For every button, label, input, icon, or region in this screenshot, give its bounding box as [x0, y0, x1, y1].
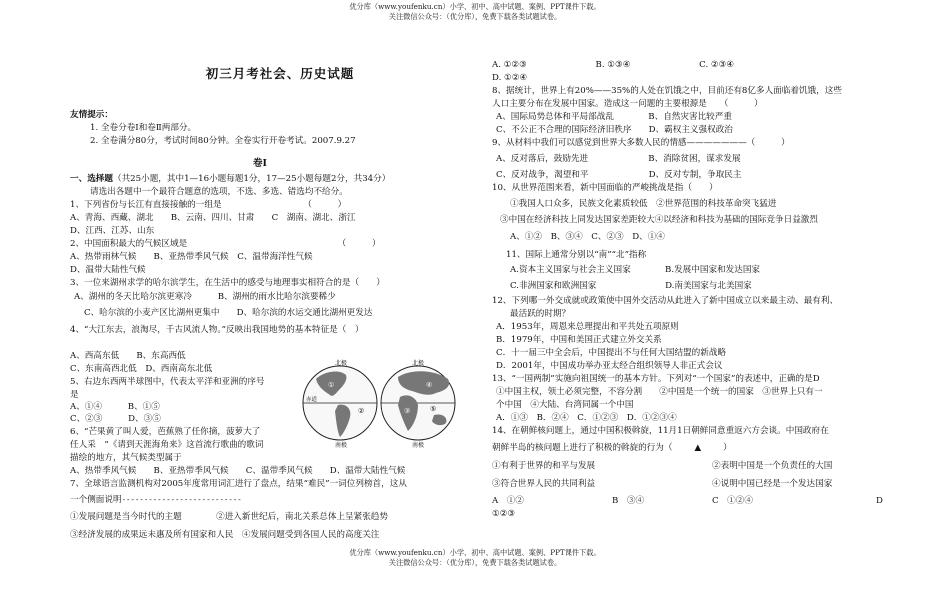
question-5: 5、右边东西两半球图中，代表太平洋和亚洲的序号 [70, 377, 265, 387]
question-7-options-34: ③经济发展的成果远未惠及所有国家和人民 ④发展问题受到各国人民的高度关注 [70, 530, 380, 540]
question-5-continued: 是 [70, 390, 79, 400]
section-instruction: 请选出各题中一个最符合题意的选项，不选、多选、错选均不给分。 [90, 187, 348, 197]
notice-2: 2. 全卷满分80分，考试时间80分钟。全卷实行开卷考试。2007.9.27 [90, 136, 356, 146]
question-14-answer-a: A ①② [492, 496, 524, 506]
prev-option-d: D. ①②④ [492, 73, 528, 83]
question-8-options-ab: A、国际局势总体和平局部战乱 B、自然灾害比较严重 [496, 112, 732, 122]
question-14-stem-close: ） [723, 443, 732, 453]
section-scoring: （共25小题，其中1—16小题每题1分，17—25小题每题2分，共34分） [112, 174, 391, 184]
question-7-options-12: ①发展问题是当今时代的主题 ②进入新世纪后，南北关系总体上呈紧张趋势 [70, 512, 388, 522]
question-3-options-cd: C、哈尔滨的小麦产区比湖州更集中 D、哈尔滨的水运交通比湖州更发达 [84, 308, 373, 318]
question-10-options-34: ③中国在经济科技上同发达国家差距较大④以经济和科技为基础的国际竞争日益激烈 [500, 215, 818, 225]
notice-1: 1. 全卷分卷Ⅰ和卷Ⅱ两部分。 [90, 123, 197, 133]
question-6-line-2: 任人采 ”《请到天涯海角来》这首流行歌曲的歌词 [70, 440, 264, 450]
question-2-option-d: D、温带大陆性气候 [70, 265, 146, 275]
question-14: 14、在朝鲜核问题上，通过中国积极斡旋，11月1日朝鲜同意重返六方会谈。中国政府在 [492, 426, 829, 436]
header-line-1: 优分库（www.youfenku.cn）小学、初中、高中试题、案例、PPT课件下载。 [349, 2, 601, 11]
question-14-statement-3: ③符合世界人民的共同利益 [492, 479, 596, 489]
question-7-blank: --------------------------- [121, 495, 242, 504]
page-title: 初三月考社会、历史试题 [205, 66, 355, 81]
question-13-answers: A．①③ B．②④ C．①②③ D．①②③④ [496, 413, 677, 423]
question-12-option-b: B．1979年，中国和美国正式建立外交关系 [496, 335, 662, 345]
header-line-2: 关注微信公众号：（优分库），免费下载各类试题试卷。 [388, 12, 562, 21]
question-14-answer-d: D [876, 496, 883, 506]
question-9: 9、从材料中我们可以感觉到世界大多数人民的情感———————（ ） [492, 138, 790, 148]
question-10: 10、从世界范围来看，新中国面临的严峻挑战是指（ ） [492, 183, 718, 193]
question-7-continued [70, 494, 242, 506]
question-12-continued: 最活跃的时期？ [510, 309, 571, 319]
question-7: 7、全球语言监测机构对2005年度常用词汇进行了盘点，结果“难民”一词位列榜首，这从 [70, 479, 407, 489]
question-2-options: A、热带雨林气候 B、亚热带季风气候 C、温带海洋性气候 [70, 252, 313, 262]
section-juan-1: 卷Ⅰ [253, 158, 267, 169]
question-4-options-ab: A、西高东低 B、东高西低 [70, 351, 186, 361]
map-label-south-pole-east: 南极 [412, 442, 425, 449]
map-marker-3: ③ [404, 407, 411, 415]
footer-line-2: 关注微信公众号：（优分库），免费下载各类试题试卷。 [388, 558, 562, 567]
question-4-options-cd: C、东南高西北低 D、西南高东北低 [70, 364, 213, 374]
question-13-statements-2: 个中国 ④大陆、台湾同属一个中国 [496, 400, 634, 410]
question-11-options-ab: A.资本主义国家与社会主义国家 B.发展中国家和发达国家 [510, 265, 761, 275]
question-5-options-ab: A、①④ B、①⑤ [70, 402, 160, 412]
map-marker-5: ⑤ [430, 405, 437, 413]
map-marker-2: ② [358, 407, 365, 415]
question-1-options: A、青海、西藏、湖北 B、云南、四川、甘肃 C 湖南、湖北、浙江 [70, 213, 356, 223]
question-14-statement-4: ④说明中国已经是一个发达国家 [712, 479, 833, 489]
question-6-options: A、热带季风气候 B、亚热带季风气候 C、温带季风气候 D、温带大陆性气候 [70, 466, 406, 476]
prev-options-abc: A. ①②③ B. ①③④ C. ②③④ [492, 60, 735, 70]
question-6-line-1: 6、“芒果黄了叫人爱，芭蕉熟了任你摘，菠萝大了 [70, 427, 261, 437]
question-10-answers: A、①② B、③④ C、②③ D、①④ [510, 232, 665, 242]
question-8-options-cd: C、不公正不合理的国际经济旧秩序 D、霸权主义强权政治 [496, 125, 733, 135]
question-12-option-c: C．十一届三中全会后，中国提出不与任何大国结盟的新战略 [496, 348, 727, 358]
question-8: 8、据统计，世界上有20%——35%的人处在饥饿之中，目前还有8亿多人面临着饥饿，这些 [492, 86, 842, 96]
answer-blank-triangle: ▲ [694, 443, 702, 453]
question-14-answer-c: C ①②④ [712, 496, 753, 506]
question-3-options-ab: A、湖州的冬天比哈尔滨更寒冷 B、湖州的雨水比哈尔滨要稀少 [74, 292, 336, 302]
map-marker-4: ④ [426, 381, 433, 389]
question-9-options-cd: C、反对战争，渴望和平 D、反对专制，争取民主 [496, 170, 742, 180]
question-14-statement-2: ②表明中国是一个负责任的大国 [712, 461, 833, 471]
question-8-continued: 人口主要分布在发展中国家。造成这一问题的主要根源是 （ ） [492, 99, 763, 109]
map-marker-1: ① [328, 381, 335, 389]
map-label-north-pole-west: 北极 [335, 360, 348, 367]
map-label-south-pole-west: 南极 [335, 442, 348, 449]
section-heading [70, 174, 390, 185]
question-5-options-cd: C、②③ D、③⑤ [70, 414, 161, 424]
question-13: 13、“一国两制”实施向祖国统一的基本方针。下列对“一个国家”的表述中，正确的是D [492, 374, 820, 384]
question-14-answer-b: B ③④ [612, 496, 645, 506]
question-4: 4、“大江东去，浪淘尽，千古风流人物。”反映出我国地势的基本特征是（ ） [70, 325, 364, 335]
question-1: 1、下列省份与长江有直接接触的一组是 （ ） [70, 200, 347, 210]
question-14-answer-d-content: ①②③ [492, 509, 516, 519]
question-3: 3、一位来湖州求学的哈尔滨学生，在生活中的感受与地理事实相符合的是（ ） [70, 278, 385, 288]
footer-line-1: 优分库（www.youfenku.cn）小学、初中、高中试题、案例、PPT课件下载。 [349, 548, 601, 557]
section-label: 一、选择题 [70, 174, 113, 184]
question-14-continued [492, 443, 732, 454]
notice-title: 友情提示： [70, 110, 113, 120]
question-14-stem: 朝鲜半岛的核问题上进行了积极的斡旋的行为（ [492, 443, 673, 453]
question-10-options-12: ①我国人口众多，民族文化素质较低 ②世界范围的科技革命突飞猛进 [510, 199, 777, 209]
question-12-option-d: D．2001年，中国成功举办亚太经合组织领导人非正式会议 [496, 361, 723, 371]
map-label-north-pole-east: 北极 [412, 360, 425, 367]
question-7-lead: 一个侧面说明 [70, 495, 122, 505]
question-12: 12、下列哪一外交成就或政策使中国外交活动从此进入了新中国成立以来最主动、最有利、 [492, 296, 839, 306]
question-1-option-d: D、江西、江苏、山东 [70, 226, 155, 236]
question-6-line-3: 描绘的地方，其气候类型属于 [70, 453, 182, 463]
question-13-statements-1: ①中国主权，领土必须完整，不容分割 ②中国是一个统一的国家 ③世界上只有一 [496, 387, 823, 397]
map-label-equator: 赤道 [306, 397, 318, 403]
hemisphere-map [302, 357, 458, 449]
question-12-option-a: A．1953年，周恩来总理提出和平共处五项原则 [496, 322, 679, 332]
question-11: 11、国际上通常分别以“南”“北”指称 [506, 250, 647, 260]
question-14-statement-1: ①有利于世界的和平与发展 [492, 461, 596, 471]
question-11-options-cd: C.非洲国家和欧洲国家 D.南美国家与北美国家 [510, 281, 752, 291]
question-9-options-ab: A、反对落后，鼓励先进 B、消除贫困，谋求发展 [496, 154, 741, 164]
question-2: 2、中国面积最大的气候区域是 （ ） [70, 239, 381, 249]
